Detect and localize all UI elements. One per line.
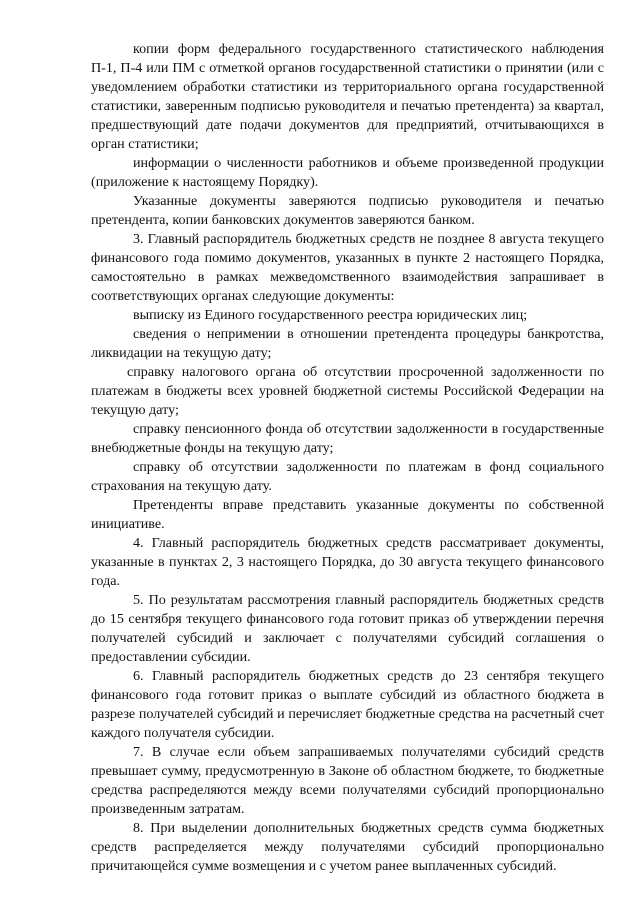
paragraph-item-4: 4. Главный распорядитель бюджетных средств рассматривает документы, указанные в пунктах 2, 3 настоящего Порядка, до 30 августа текущего финансового года. [91,535,604,589]
paragraph-item-8: 8. При выделении дополнительных бюджетных средств сумма бюджетных средств распределяется между получателями субсидий пропорционально причитающейся сумме возмещения и с учетом ранее выплаченных субсидий. [91,820,604,874]
paragraph-social-insurance-certificate: справку об отсутствии задолженности по платежам в фонд социального страхования на текущую дату. [91,459,604,494]
paragraph-registry-extract: выписку из Единого государственного реестра юридических лиц; [133,307,528,323]
document-body [91,40,604,876]
paragraph-bankruptcy-info: сведения о непримении в отношении претендента процедуры банкротства, ликвидации на текущую дату; [91,326,604,361]
paragraph-item-7: 7. В случае если объем запрашиваемых получателями субсидий средств превышает сумму, предусмотренную в Законе об областном бюджете, то бюджетные средства распределяются между всеми получателями субсидий пропорционально произведенным затратам. [91,744,604,817]
paragraph-pension-certificate: справку пенсионного фонда об отсутствии задолженности в государственные внебюджетные фонды на текущую дату; [91,421,604,456]
paragraph-own-initiative: Претенденты вправе представить указанные документы по собственной инициативе. [91,497,604,532]
paragraph-item-5: 5. По результатам рассмотрения главный распорядитель бюджетных средств до 15 сентября текущего финансового года готовит приказ об утверждении перечня получателей субсидий и заключает с получателями субсидий соглашения о предоставлении субсидии. [91,592,604,665]
paragraph-item-3: 3. Главный распорядитель бюджетных средств не позднее 8 августа текущего финансового года помимо документов, указанных в пункте 2 настоящего Порядка, самостоятельно в рамках межведомственного взаимодействия запрашивает в соответствующих органах следующие документы: [91,231,604,304]
paragraph-tax-certificate: справку налогового органа об отсутствии просроченной задолженности по платежам в бюджеты всех уровней бюджетной системы Российской Федерации на текущую дату; [91,364,604,418]
paragraph-certification: Указанные документы заверяются подписью руководителя и печатью претендента, копии банковских документов заверяются банком. [91,193,604,228]
paragraph-statistics-forms: копии форм федерального государственного статистического наблюдения П-1, П-4 или ПМ с отметкой органов государственной статистики о принятии (или с уведомлением обработки статистики из территориального органа государственной статистики, заверенным подписью руководителя и печатью претендента) за квартал, предшествующий дате подачи документов для предприятий, отчитывающихся в орган статистики; [91,41,604,152]
paragraph-item-6: 6. Главный распорядитель бюджетных средств до 23 сентября текущего финансового года готовит приказ о выплате субсидий из областного бюджета в разрезе получателей субсидий и перечисляет бюджетные средства на расчетный счет каждого получателя субсидии. [91,668,604,741]
paragraph-employee-info: информации о численности работников и объеме произведенной продукции (приложение к настоящему Порядку). [91,155,604,190]
